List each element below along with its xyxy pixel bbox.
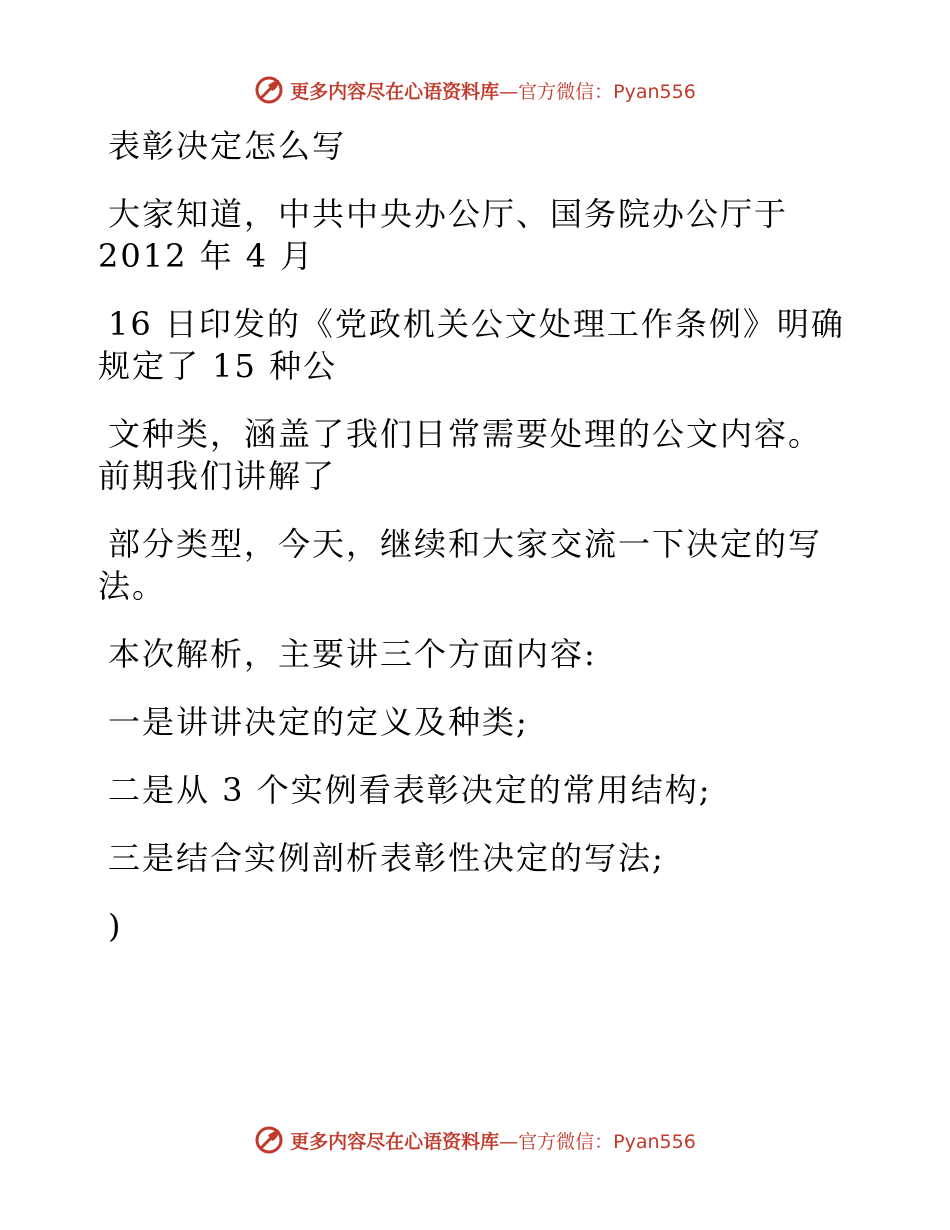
list-item-text: 三是结合实例剖析表彰性决定的写法; [108, 839, 665, 877]
paragraph [98, 413, 858, 497]
paragraph-line: ) [108, 907, 123, 945]
list-item-text: 二是从 3 个实例看表彰决定的常用结构; [108, 771, 712, 809]
quill-logo-icon [254, 1125, 284, 1155]
paragraph-line: 本次解析，主要讲三个方面内容: [108, 635, 597, 673]
paragraph [98, 303, 858, 387]
paragraph-line: 部分类型，今天，继续和大家交流一下决定的写 [108, 525, 823, 563]
document-title: 表彰决定怎么写 [108, 127, 347, 165]
banner-wechat-text: 官方微信：Pyan556 [518, 1130, 696, 1153]
paragraph [98, 523, 858, 607]
paragraph-line: 规定了 15 种公 [98, 347, 338, 385]
paragraph-title [98, 125, 858, 167]
paragraph-line: 2012 年 4 月 [98, 237, 315, 275]
footer-banner [0, 1120, 950, 1160]
list-item [98, 769, 858, 811]
banner-wechat-text: 官方微信：Pyan556 [518, 80, 696, 103]
paragraph [98, 633, 858, 675]
banner-dash: — [499, 80, 519, 103]
banner-text [290, 1127, 696, 1154]
paragraph-line: 前期我们讲解了 [98, 457, 337, 495]
list-item [98, 837, 858, 879]
banner-site-text: 更多内容尽在心语资料库 [290, 80, 500, 103]
paragraph-line: 16 日印发的《党政机关公文处理工作条例》明确 [108, 305, 845, 343]
quill-logo-icon [254, 75, 284, 105]
list-item [98, 701, 858, 743]
paragraph [98, 905, 858, 947]
paragraph-line: 法。 [98, 567, 167, 605]
banner-site-text: 更多内容尽在心语资料库 [290, 1130, 500, 1153]
list-item-text: 一是讲讲决定的定义及种类; [108, 703, 529, 741]
paragraph [98, 193, 858, 277]
document-body [98, 125, 858, 947]
paragraph-line: 大家知道，中共中央办公厅、国务院办公厅于 [108, 195, 789, 233]
header-banner [0, 70, 950, 110]
paragraph-line: 文种类，涵盖了我们日常需要处理的公文内容。 [108, 415, 823, 453]
banner-text [290, 77, 696, 104]
banner-dash: — [499, 1130, 519, 1153]
